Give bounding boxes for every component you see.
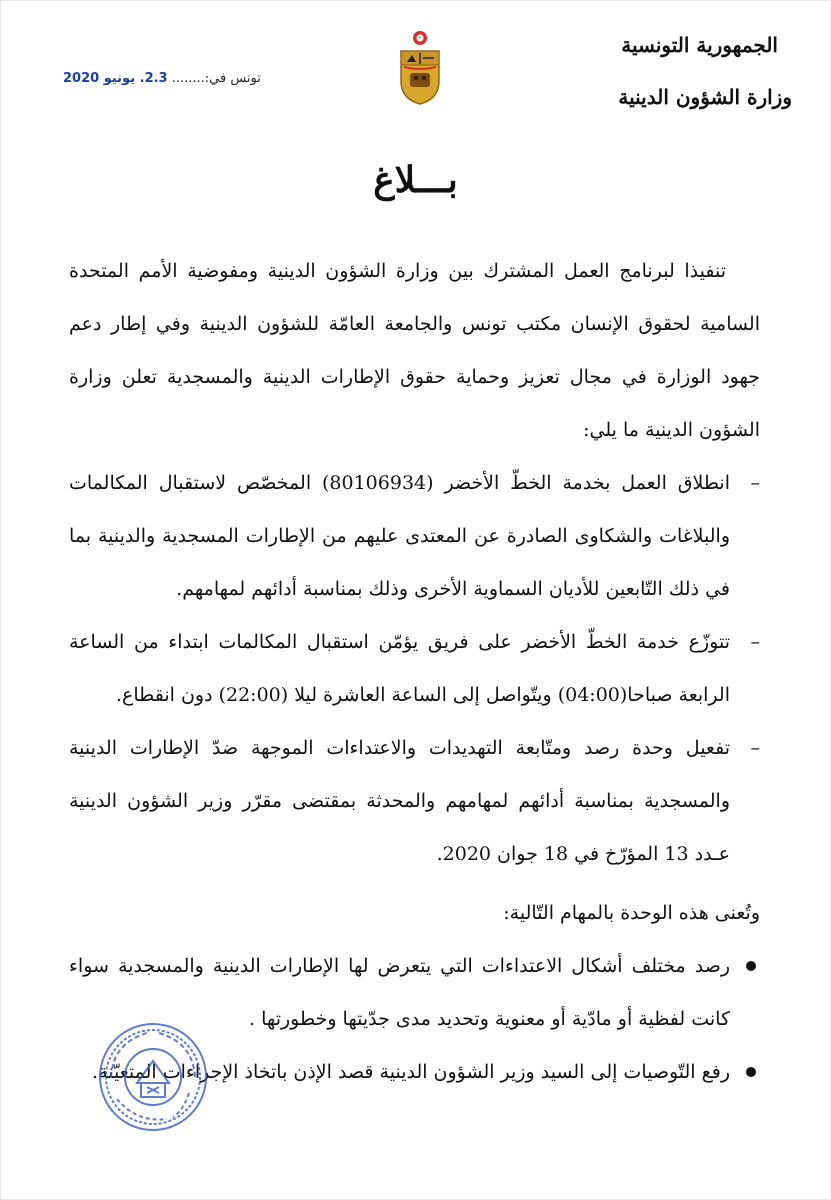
list-item bbox=[69, 616, 760, 722]
announcement-body bbox=[69, 245, 760, 1099]
list-item bbox=[69, 722, 760, 881]
list-item-text: تتوزّع خدمة الخطّ الأخضر على فريق يؤمّن استقبال المكالمات ابتداء من الساعة الرابعة صباحا(04:00) ويتّواصل إلى الساعة العاشرة ليلا (22:00) دون انقطاع. bbox=[69, 631, 730, 706]
coat-of-arms-icon bbox=[396, 29, 444, 105]
list-item-text: تفعيل وحدة رصد ومتّابعة التهديدات والاعتداءات الموجهة ضدّ الإطارات الدينية والمسجدية بمناسبة أدائهم لمهامهم والمحدثة بمقتضى مقرّر وزير الشؤون الدينية عـدد 13 المؤرّخ في 18 جوان 2020. bbox=[69, 737, 730, 865]
letterhead bbox=[1, 29, 830, 129]
dash-marker: – bbox=[750, 472, 760, 494]
page-title: بـــلاغ bbox=[373, 159, 458, 201]
list-item-text: رصد مختلف أشكال الاعتداءات التي يتعرض لها الإطارات الدينية والمسجدية سواء كانت لفظية أو مادّية أو معنوية وتحديد مدى جدّيتها وخطورتها . bbox=[69, 955, 730, 1030]
republic-name: الجمهورية التونسية bbox=[621, 33, 778, 57]
list-item-text: رفع التّوصيات إلى السيد وزير الشؤون الدينية قصد الإذن باتخاذ الإجراءات المتعيّنة. bbox=[92, 1061, 730, 1083]
ministry-name: وزارة الشؤون الدينية bbox=[618, 85, 792, 109]
date-line bbox=[63, 71, 261, 86]
list-item bbox=[69, 457, 760, 616]
bullet-icon bbox=[746, 1067, 756, 1077]
intro-paragraph: تنفيذا لبرنامج العمل المشترك بين وزارة الشؤون الدينية ومفوضية الأمم المتحدة السامية لحقوق الإنسان مكتب تونس والجامعة العامّة للشؤون الدينية وفي إطار دعم جهود الوزارة في مجال تعزيز وحماية حقوق الإطارات الدينية والمسجدية تعلن وزارة الشؤون الدينية ما يلي: bbox=[69, 260, 760, 441]
date-value: 2.3. يونيو 2020 bbox=[63, 71, 168, 86]
official-stamp-icon bbox=[97, 1021, 209, 1133]
list-item-text: انطلاق العمل بخدمة الخطّ الأخضر (80106934) المخصّص لاستقبال المكالمات والبلاغات والشكاوى الصادرة عن المعتدى عليهم من الإطارات المسجدية والدينية بما في ذلك التّابعين للأديان السماوية الأخرى وذلك بمناسبة أدائهم لمهامهم. bbox=[69, 472, 731, 600]
bullet-icon bbox=[746, 961, 756, 971]
tasks-heading: وتُعنى هذه الوحدة بالمهام التّالية: bbox=[503, 902, 760, 924]
dash-marker: – bbox=[750, 631, 760, 653]
date-prefix: تونس في:........ bbox=[171, 71, 261, 86]
dash-marker: – bbox=[750, 737, 760, 759]
